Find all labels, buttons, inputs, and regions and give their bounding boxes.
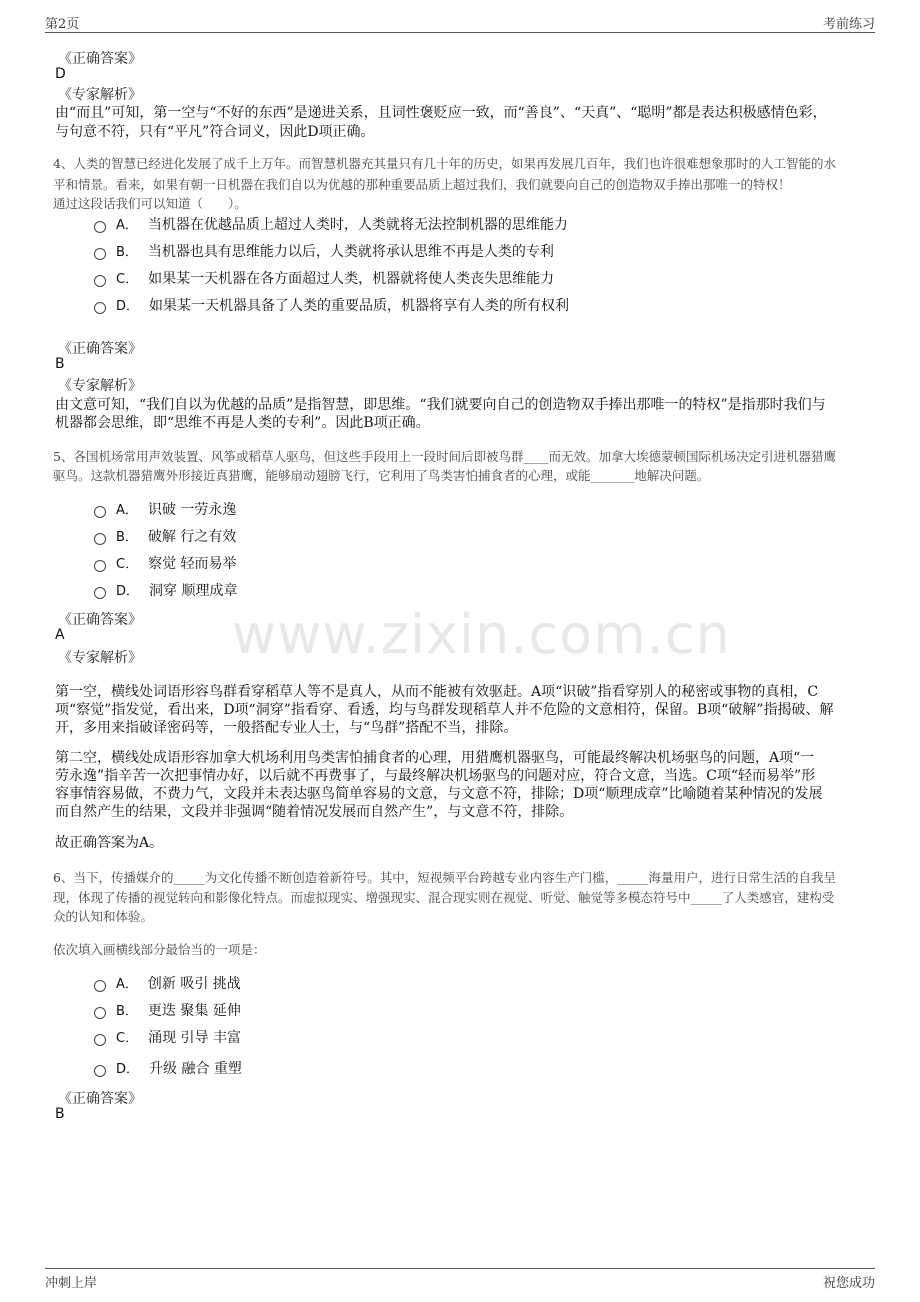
q5-answer-label: 《正确答案》: [58, 612, 142, 628]
q5-analysis-line: 开，多用来指破译密码等，一般搭配专业人士，与“鸟群”搭配不当，排除。: [55, 720, 518, 736]
q5-option-d[interactable]: D． 洞穿 顺理成章: [94, 580, 237, 600]
q3-analysis-line: 由“而且”可知，第一空与“不好的东西”是递进关系，且词性褒贬应一致，而“善良”、“天真”、“聪明”都是表达积极感情色彩，: [55, 105, 827, 121]
q6-option-b[interactable]: B． 更迭 聚集 延伸: [94, 1000, 241, 1020]
q5-analysis-label: 《专家解析》: [58, 650, 142, 666]
q4-option-d[interactable]: D． 如果某一天机器具备了人类的重要品质，机器将享有人类的所有权利: [94, 295, 569, 315]
q4-stem-line: 通过这段话我们可以知道（ ）。: [53, 196, 247, 211]
watermark: www.zixin.com.cn: [232, 603, 731, 666]
q5-option-a[interactable]: A． 识破 一劳永逸: [94, 499, 236, 519]
q5-analysis-line: 而自然产生的结果，文段并非强调“随着情况发展而自然产生”，与文意不符，排除。: [55, 804, 574, 820]
q4-option-b[interactable]: B． 当机器也具有思维能力以后，人类就将承认思维不再是人类的专利: [94, 241, 554, 261]
q6-stem-line: 6、当下，传播媒介的_____为文化传播不断创造着新符号。其中，短视频平台跨越专业内容生产门槛，_____海量用户，进行日常生活的自我呈: [53, 870, 836, 885]
q4-stem-line: 4、人类的智慧已经进化发展了成千上万年。而智慧机器充其量只有几十年的历史，如果再发展几百年，我们也许很难想象那时的人工智能的水: [53, 156, 836, 171]
radio-icon[interactable]: [94, 221, 106, 233]
q3-answer: D: [55, 66, 66, 82]
radio-icon[interactable]: [94, 560, 106, 572]
q6-answer: B: [55, 1106, 65, 1122]
radio-icon[interactable]: [94, 275, 106, 287]
q6-option-a[interactable]: A． 创新 吸引 挑战: [94, 973, 241, 993]
header-title: 考前练习: [822, 17, 875, 32]
page-number: 第2页: [45, 17, 80, 32]
q4-answer-label: 《正确答案》: [58, 341, 142, 357]
q4-analysis-line: 机器都会思维，即“思维不再是人类的专利”。因此B项正确。: [55, 415, 430, 431]
q6-stem-line: 众的认知和体验。: [53, 909, 154, 924]
q6-answer-label: 《正确答案》: [58, 1091, 142, 1107]
q6-option-c[interactable]: C． 涌现 引导 丰富: [94, 1027, 241, 1047]
q3-analysis-label: 《专家解析》: [58, 87, 142, 103]
radio-icon[interactable]: [94, 533, 106, 545]
radio-icon[interactable]: [94, 248, 106, 260]
q5-analysis-line: 项“察觉”指发觉，看出来，D项“洞穿”指看穿、看透，均与鸟群发现稻草人并不危险的文意相符，保留。B项“破解”指揭破、解: [55, 702, 834, 718]
radio-icon[interactable]: [94, 302, 106, 314]
radio-icon[interactable]: [94, 980, 106, 992]
radio-icon[interactable]: [94, 506, 106, 518]
footer-divider: [45, 1268, 875, 1269]
page-header: [0, 0, 920, 32]
q5-stem-line: 驱鸟。这款机器猎鹰外形接近真猎鹰，能够扇动翅膀飞行，它利用了鸟类害怕捕食者的心理，或能_______地解决问题。: [53, 468, 710, 483]
q5-conclusion: 故正确答案为A。: [55, 835, 164, 851]
q6-instruction: 依次填入画横线部分最恰当的一项是：: [53, 942, 266, 957]
q4-analysis-label: 《专家解析》: [58, 378, 142, 394]
q6-stem-line: 现，体现了传播的视觉转向和影像化特点。而虚拟现实、增强现实、混合现实则在视觉、听觉、触觉等多模态符号中_____了人类感官，建构受: [53, 890, 835, 905]
header-divider: [45, 32, 875, 33]
radio-icon[interactable]: [94, 1007, 106, 1019]
footer-right-text: 祝您成功: [822, 1276, 875, 1291]
q6-option-d[interactable]: D． 升级 融合 重塑: [94, 1058, 242, 1078]
q4-stem-line: 平和情景。看来，如果有朝一日机器在我们自以为优越的那种重要品质上超过我们，我们就要向自己的创造物双手捧出那唯一的特权！: [53, 177, 791, 192]
q3-answer-label: 《正确答案》: [58, 51, 142, 67]
q3-analysis-line: 与句意不符，只有“平凡”符合词义，因此D项正确。: [55, 124, 375, 140]
q4-answer: B: [55, 356, 65, 372]
q5-analysis-line: 容事情容易做，不费力气，文段并未表达驱鸟简单容易的文意，与文意不符，排除；D项“顺理成章”比喻随着某种情况的发展: [55, 786, 823, 802]
radio-icon[interactable]: [94, 1034, 106, 1046]
q5-analysis-line: 第一空，横线处词语形容鸟群看穿稻草人等不是真人，从而不能被有效驱赶。A项“识破”指看穿别人的秘密或事物的真相，C: [55, 684, 819, 700]
q4-option-a[interactable]: A． 当机器在优越品质上超过人类时，人类就将无法控制机器的思维能力: [94, 214, 568, 234]
q4-analysis-line: 由文意可知，“我们自以为优越的品质”是指智慧，即思维。“我们就要向自己的创造物双手捧出那唯一的特权”是指那时我们与: [55, 397, 826, 413]
radio-icon[interactable]: [94, 587, 106, 599]
q5-analysis-line: 第二空，横线处成语形容加拿大机场利用鸟类害怕捕食者的心理，用猎鹰机器驱鸟，可能最终解决机场驱鸟的问题，A项“一: [55, 750, 815, 766]
q4-option-c[interactable]: C． 如果某一天机器在各方面超过人类，机器就将使人类丧失思维能力: [94, 268, 554, 288]
radio-icon[interactable]: [94, 1065, 106, 1077]
q5-stem-line: 5、各国机场常用声效装置、风筝或稻草人驱鸟，但这些手段用上一段时间后即被鸟群____而无效。加拿大埃德蒙顿国际机场决定引进机器猎鹰: [53, 449, 836, 464]
q5-option-c[interactable]: C． 察觉 轻而易举: [94, 553, 237, 573]
q5-option-b[interactable]: B． 破解 行之有效: [94, 526, 236, 546]
q5-analysis-line: 劳永逸”指辛苦一次把事情办好，以后就不再费事了，与最终解决机场驱鸟的问题对应，符合文意，当选。C项“轻而易举”形: [55, 768, 816, 784]
footer-left-text: 冲刺上岸: [45, 1276, 98, 1291]
q5-answer: A: [55, 627, 65, 643]
